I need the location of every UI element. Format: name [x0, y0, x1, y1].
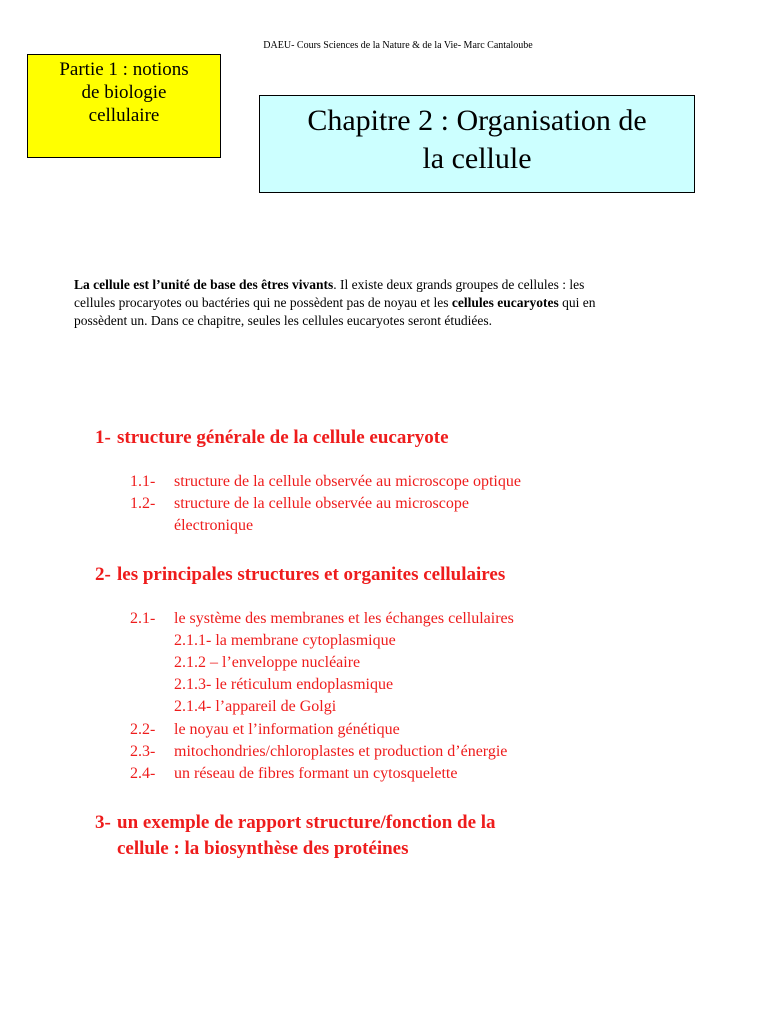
outline-subitem: 2.1.1- la membrane cytoplasmique [174, 632, 396, 649]
outline-subitem: 2.1.3- le réticulum endoplasmique [174, 676, 394, 693]
item-text: mitochondries/chloroplastes et production d’énergie [174, 743, 508, 760]
section-heading [95, 425, 449, 451]
item-text: le noyau et l’information génétique [174, 721, 400, 738]
intro-text: qui en [558, 295, 596, 310]
item-text: le système des membranes et les échanges cellulaires [174, 610, 514, 627]
section-heading [95, 562, 505, 588]
intro-paragraph [74, 276, 694, 330]
item-text: un réseau de fibres formant un cytosquelette [174, 765, 458, 782]
item-text: structure de la cellule observée au microscope [174, 495, 469, 512]
outline-item [130, 763, 457, 785]
part-line: de biologie [81, 82, 167, 103]
item-number: 2.2- [130, 721, 156, 738]
part-line: Partie 1 : notions [59, 59, 189, 80]
section-title-continuation: cellule : la biosynthèse des protéines [117, 838, 409, 859]
intro-text: possèdent un. Dans ce chapitre, seules les cellules eucaryotes seront étudiées. [74, 313, 492, 328]
section-number: 3- [95, 812, 111, 833]
outline-item [130, 719, 400, 741]
section-heading [95, 810, 496, 836]
part-box [27, 54, 221, 158]
chapter-title-box [259, 95, 695, 193]
outline-item-continuation: électronique [174, 517, 254, 534]
intro-text: cellules procaryotes ou bactéries qui ne possèdent pas de noyau et les [74, 295, 452, 310]
section-title: un exemple de rapport structure/fonction de la [117, 812, 496, 833]
item-number: 1.2- [130, 495, 156, 512]
outline-item [130, 741, 507, 763]
item-number: 2.1- [130, 610, 156, 627]
header-note: DAEU- Cours Sciences de la Nature & de la Vie- Marc Cantaloube [263, 40, 533, 51]
item-number: 1.1- [130, 473, 156, 490]
outline-item [130, 608, 514, 630]
intro-text: . Il existe deux grands groupes de cellules : les [333, 277, 585, 292]
outline-item [130, 471, 521, 493]
outline-item [130, 493, 469, 515]
item-text: structure de la cellule observée au microscope optique [174, 473, 521, 490]
section-number: 1- [95, 427, 111, 448]
item-number: 2.3- [130, 743, 156, 760]
chapter-title-line: la cellule [422, 142, 532, 175]
part-line: cellulaire [88, 105, 160, 126]
outline-subitem: 2.1.2 – l’enveloppe nucléaire [174, 654, 361, 671]
section-number: 2- [95, 564, 111, 585]
intro-bold: cellules eucaryotes [451, 295, 559, 310]
intro-bold: La cellule est l’unité de base des êtres vivants [74, 277, 334, 292]
item-number: 2.4- [130, 765, 156, 782]
section-title: les principales structures et organites cellulaires [117, 564, 506, 585]
chapter-title-line: Chapitre 2 : Organisation de [307, 104, 647, 137]
outline-subitem: 2.1.4- l’appareil de Golgi [174, 698, 337, 715]
section-title: structure générale de la cellule eucaryote [117, 427, 449, 448]
